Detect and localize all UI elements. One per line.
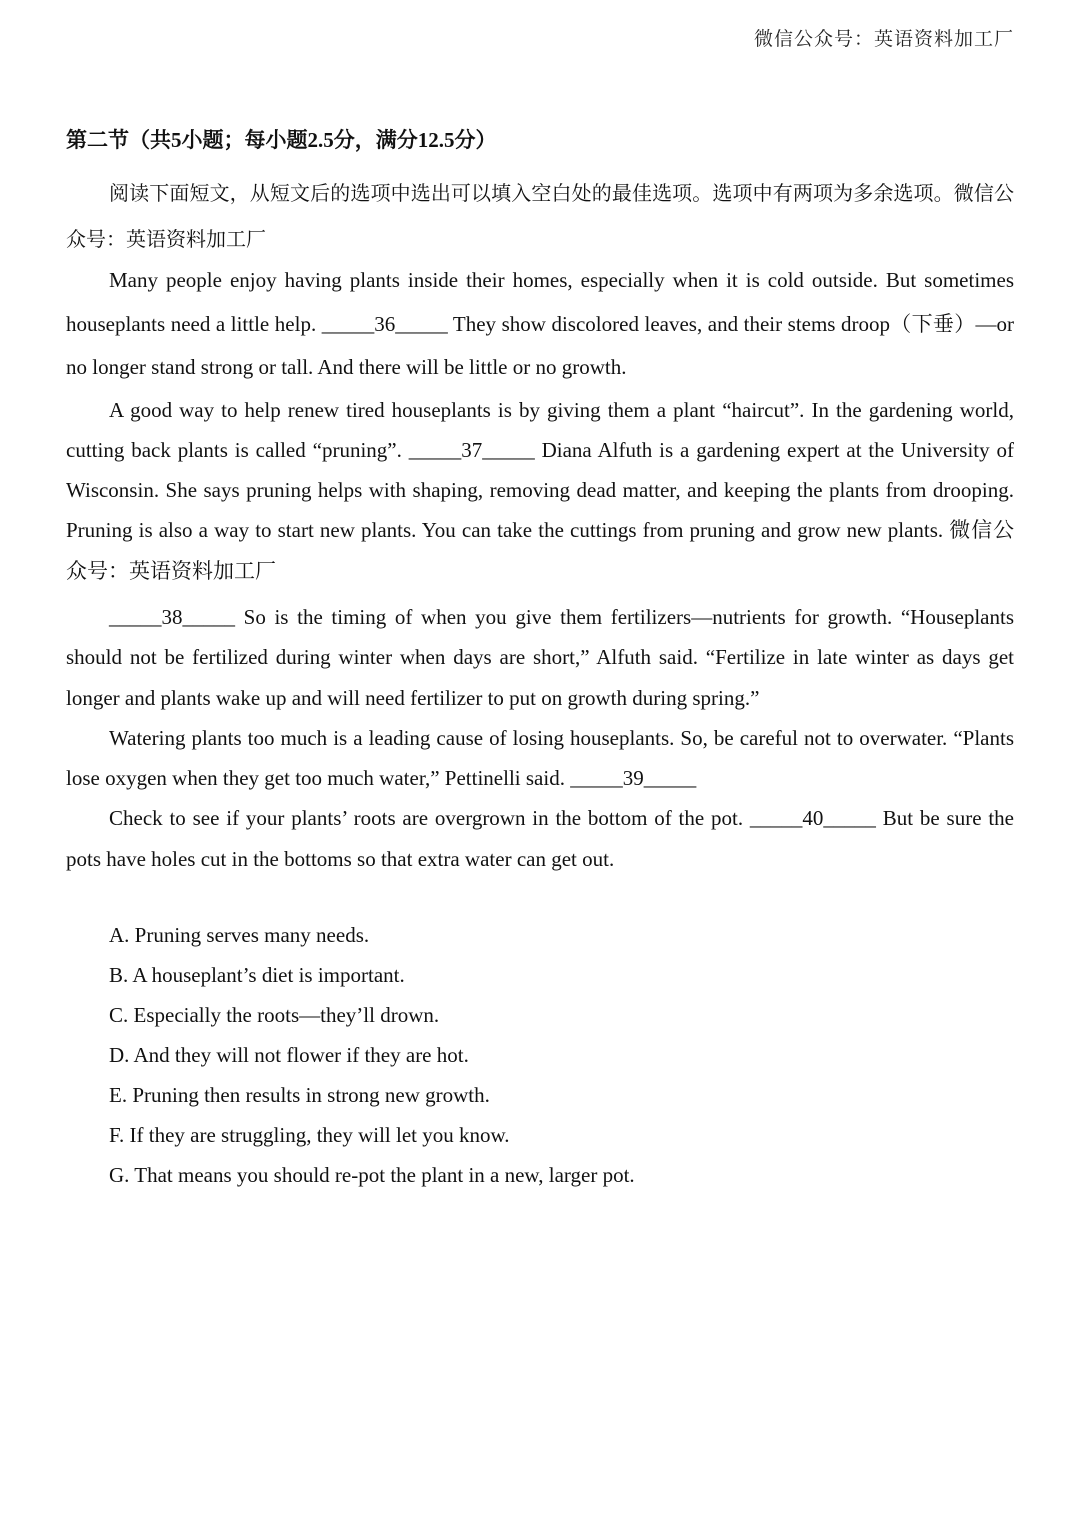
option-f: F. If they are struggling, they will let you know.	[109, 1123, 510, 1147]
section-title: 第二节（共5小题；每小题2.5分，满分12.5分）	[66, 128, 497, 152]
passage-paragraph-1	[66, 259, 1014, 390]
blank-40: _____40_____	[749, 806, 876, 831]
passage-text: Check to see if your plants’ roots are overgrown in the bottom of the pot.	[109, 806, 750, 831]
passage-text: But be sure the pots have holes cut in the bottoms so that extra water can get out.	[66, 806, 1014, 871]
option-d: D. And they will not flower if they are hot.	[109, 1043, 469, 1067]
passage-text: A good way to help renew tired houseplants is by giving them a plant “haircut”. In the gardening world, cutting back plants is called “pruning”.	[66, 397, 1014, 462]
passage-paragraph-4	[66, 718, 1014, 799]
passage-paragraph-3	[66, 597, 1014, 718]
header-watermark: 微信公众号：英语资料加工厂	[753, 28, 1014, 50]
blank-38: _____38_____	[109, 604, 235, 629]
option-c: C. Especially the roots—they’ll drown.	[109, 1003, 440, 1027]
passage-text: Many people enjoy having plants inside their homes, especially when it is cold outside. But sometimes houseplants need a little help.	[66, 268, 1014, 336]
passage-paragraph-2	[66, 390, 1014, 591]
passage-text: Diana Alfuth is a gardening expert at the University of Wisconsin. She says pruning helps with shaping, removing dead matter, and keeping the plants from drooping. Pruning is also a way to start new plants. You can take the cuttings from pruning and grow new plants. 微信公众号：英语资料加工厂	[66, 437, 1014, 583]
blank-37: _____37_____	[408, 437, 535, 462]
reading-passage	[66, 259, 1014, 879]
passage-text: Watering plants too much is a leading cause of losing houseplants. So, be careful not to overwater. “Plants lose oxygen when they get too much water,” Pettinelli said.	[66, 725, 1014, 791]
option-g: G. That means you should re-pot the plant in a new, larger pot.	[109, 1163, 635, 1187]
option-a: A. Pruning serves many needs.	[109, 923, 370, 947]
passage-text: So is the timing of when you give them fertilizers—nutrients for growth. “Houseplants should not be fertilized during winter when days are short,” Alfuth said. “Fertilize in late winter as days get longer and plants wake up and will need fertilizer to put on growth during spring.”	[66, 604, 1014, 710]
answer-options	[109, 915, 1009, 1195]
option-b: B. A houseplant’s diet is important.	[109, 963, 405, 987]
passage-text: They show discolored leaves, and their stems droop（下垂）—or no longer stand strong or tall. And there will be little or no growth.	[66, 311, 1014, 379]
blank-36: _____36_____	[321, 311, 448, 336]
section-instructions: 阅读下面短文，从短文后的选项中选出可以填入空白处的最佳选项。选项中有两项为多余选项。微信公众号：英语资料加工厂	[66, 181, 1014, 251]
blank-39: _____39_____	[570, 766, 697, 791]
passage-paragraph-5	[66, 798, 1014, 879]
option-e: E. Pruning then results in strong new growth.	[109, 1083, 490, 1107]
